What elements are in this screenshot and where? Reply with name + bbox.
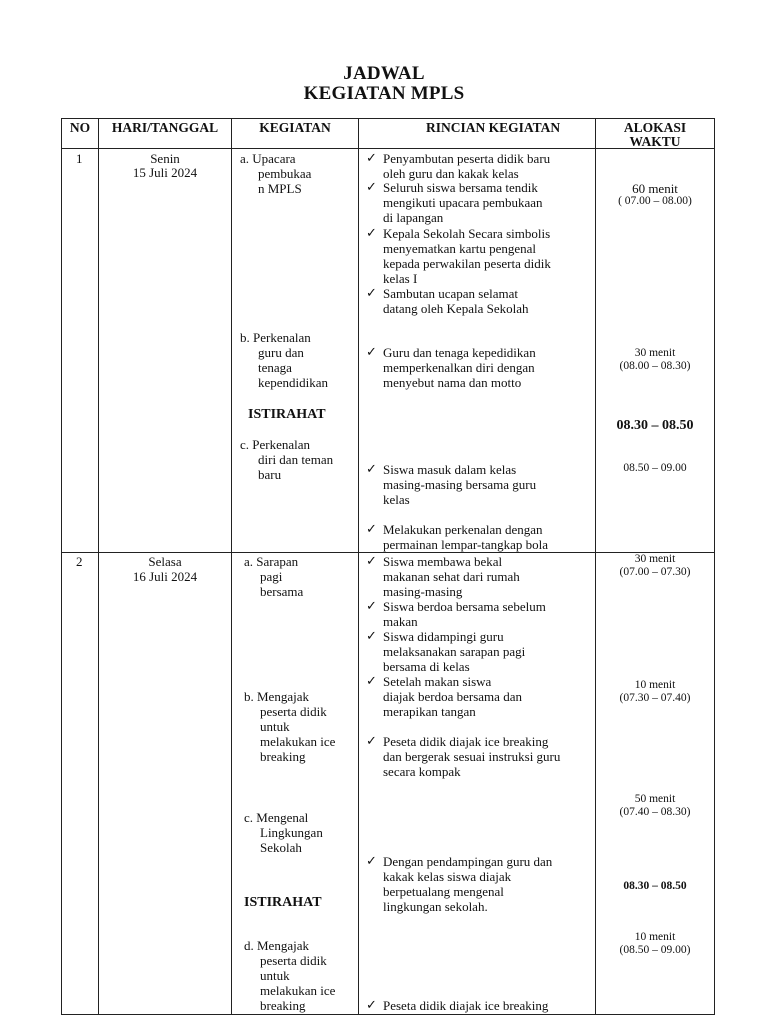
table-border-top xyxy=(61,118,715,119)
check-icon: ✓ xyxy=(366,344,377,359)
check-icon: ✓ xyxy=(366,461,377,476)
detail-text: Siswa membawa bekal xyxy=(383,554,503,569)
activity-label: peserta didik xyxy=(260,953,327,968)
detail-text: masing-masing xyxy=(383,584,463,599)
check-icon: ✓ xyxy=(366,598,377,613)
header-alokasi: ALOKASI xyxy=(623,120,687,135)
activity-label: bersama xyxy=(260,584,304,599)
detail-text: Seluruh siswa bersama tendik xyxy=(383,180,538,195)
detail-text: makan xyxy=(383,614,418,629)
activity-label: c. Perkenalan xyxy=(240,437,311,452)
detail-text: makanan sehat dari rumah xyxy=(383,569,520,584)
header-hari: HARI/TANGGAL xyxy=(111,120,219,135)
detail-text: Sambutan ucapan selamat xyxy=(383,286,519,301)
activity-label: d. Mengajak xyxy=(244,938,309,953)
break-time: 08.30 – 08.50 xyxy=(616,418,694,433)
detail-text: melaksanakan sarapan pagi xyxy=(383,644,526,659)
row-number: 1 xyxy=(76,151,83,166)
day-date: 16 Juli 2024 xyxy=(132,569,198,584)
detail-text: Siswa berdoa bersama sebelum xyxy=(383,599,546,614)
detail-text: bersama di kelas xyxy=(383,659,470,674)
detail-text: mengikuti upacara pembukaan xyxy=(383,195,543,210)
check-icon: ✓ xyxy=(366,553,377,568)
activity-label: untuk xyxy=(260,719,290,734)
table-border-bottom xyxy=(61,1014,715,1015)
col-line-2 xyxy=(231,118,232,1015)
col-line-5 xyxy=(714,118,715,1015)
activity-label: breaking xyxy=(260,998,306,1013)
detail-text: Peseta didik diajak ice breaking xyxy=(383,734,549,749)
activity-label: pagi xyxy=(260,569,283,584)
detail-text: oleh guru dan kakak kelas xyxy=(383,166,519,181)
detail-text: Guru dan tenaga kepedidikan xyxy=(383,345,536,360)
activity-label: kependidikan xyxy=(258,375,329,390)
day-date: 15 Juli 2024 xyxy=(132,165,198,180)
check-icon: ✓ xyxy=(366,225,377,240)
detail-text: di lapangan xyxy=(383,210,444,225)
detail-text: menyematkan kartu pengenal xyxy=(383,241,537,256)
break-label: ISTIRAHAT xyxy=(248,407,326,422)
check-icon: ✓ xyxy=(366,179,377,194)
time-range: ( 07.00 – 08.00) xyxy=(618,195,692,207)
col-line-3 xyxy=(358,118,359,1015)
detail-text: kelas xyxy=(383,492,410,507)
activity-label: untuk xyxy=(260,968,290,983)
detail-text: Setelah makan siswa xyxy=(383,674,492,689)
activity-label: diri dan teman xyxy=(258,452,334,467)
time-allocation: 50 menit xyxy=(634,793,676,805)
activity-label: pembukaa xyxy=(258,166,312,181)
time-range: (08.50 – 09.00) xyxy=(619,944,691,956)
detail-text: berpetualang mengenal xyxy=(383,884,504,899)
activity-label: breaking xyxy=(260,749,306,764)
day-name: Selasa xyxy=(148,554,182,569)
detail-text: permainan lempar-tangkap bola xyxy=(383,537,549,552)
header-no: NO xyxy=(69,120,91,135)
check-icon: ✓ xyxy=(366,521,377,536)
activity-label: Sekolah xyxy=(260,840,302,855)
detail-text: Dengan pendampingan guru dan xyxy=(383,854,553,869)
activity-label: melakukan ice xyxy=(260,983,336,998)
check-icon: ✓ xyxy=(366,150,377,165)
activity-label: a. Sarapan xyxy=(244,554,299,569)
detail-text: diajak berdoa bersama dan xyxy=(383,689,522,704)
check-icon: ✓ xyxy=(366,285,377,300)
activity-label: baru xyxy=(258,467,282,482)
time-allocation: 30 menit xyxy=(634,553,676,565)
activity-label: c. Mengenal xyxy=(244,810,309,825)
check-icon: ✓ xyxy=(366,853,377,868)
activity-label: a. Upacara xyxy=(240,151,296,166)
time-allocation: 10 menit xyxy=(634,931,676,943)
time-range: (08.00 – 08.30) xyxy=(619,360,691,372)
detail-text: kepada perwakilan peserta didik xyxy=(383,256,551,271)
header-rincian: RINCIAN KEGIATAN xyxy=(426,120,561,135)
detail-text: Siswa masuk dalam kelas xyxy=(383,462,517,477)
detail-text: masing-masing bersama guru xyxy=(383,477,537,492)
break-time: 08.30 – 08.50 xyxy=(623,880,687,892)
detail-text: merapikan tangan xyxy=(383,704,476,719)
time-allocation: 30 menit xyxy=(634,347,676,359)
time-range: (07.30 – 07.40) xyxy=(619,692,691,704)
activity-label: peserta didik xyxy=(260,704,327,719)
activity-label: guru dan xyxy=(258,345,304,360)
time-allocation: 10 menit xyxy=(634,679,676,691)
detail-text: kakak kelas siswa diajak xyxy=(383,869,512,884)
detail-text: menyebut nama dan motto xyxy=(383,375,522,390)
detail-text: Peseta didik diajak ice breaking xyxy=(383,998,549,1013)
activity-label: n MPLS xyxy=(258,181,302,196)
detail-text: Penyambutan peserta didik baru xyxy=(383,151,551,166)
check-icon: ✓ xyxy=(366,997,377,1012)
break-label: ISTIRAHAT xyxy=(244,895,322,910)
activity-label: b. Perkenalan xyxy=(240,330,311,345)
detail-text: Melakukan perkenalan dengan xyxy=(383,522,543,537)
detail-text: kelas I xyxy=(383,271,418,286)
activity-label: melakukan ice xyxy=(260,734,336,749)
detail-text: Siswa didampingi guru xyxy=(383,629,504,644)
check-icon: ✓ xyxy=(366,733,377,748)
detail-text: lingkungan sekolah. xyxy=(383,899,488,914)
detail-text: memperkenalkan diri dengan xyxy=(383,360,535,375)
document-subtitle: KEGIATAN MPLS xyxy=(303,83,465,104)
header-kegiatan: KEGIATAN xyxy=(259,120,331,135)
time-range: (07.00 – 07.30) xyxy=(619,566,691,578)
document-title: JADWAL xyxy=(343,63,425,84)
detail-text: datang oleh Kepala Sekolah xyxy=(383,301,529,316)
col-line-0 xyxy=(61,118,62,1015)
activity-label: Lingkungan xyxy=(260,825,323,840)
activity-label: b. Mengajak xyxy=(244,689,309,704)
header-waktu: WAKTU xyxy=(629,134,681,149)
time-range: (07.40 – 08.30) xyxy=(619,806,691,818)
time-range: 08.50 – 09.00 xyxy=(623,462,687,474)
check-icon: ✓ xyxy=(366,628,377,643)
day-name: Senin xyxy=(150,151,180,166)
check-icon: ✓ xyxy=(366,673,377,688)
activity-label: tenaga xyxy=(258,360,292,375)
detail-text: secara kompak xyxy=(383,764,461,779)
time-allocation: 60 menit xyxy=(632,181,678,196)
detail-text: Kepala Sekolah Secara simbolis xyxy=(383,226,551,241)
row-number: 2 xyxy=(76,554,83,569)
detail-text: dan bergerak sesuai instruksi guru xyxy=(383,749,561,764)
